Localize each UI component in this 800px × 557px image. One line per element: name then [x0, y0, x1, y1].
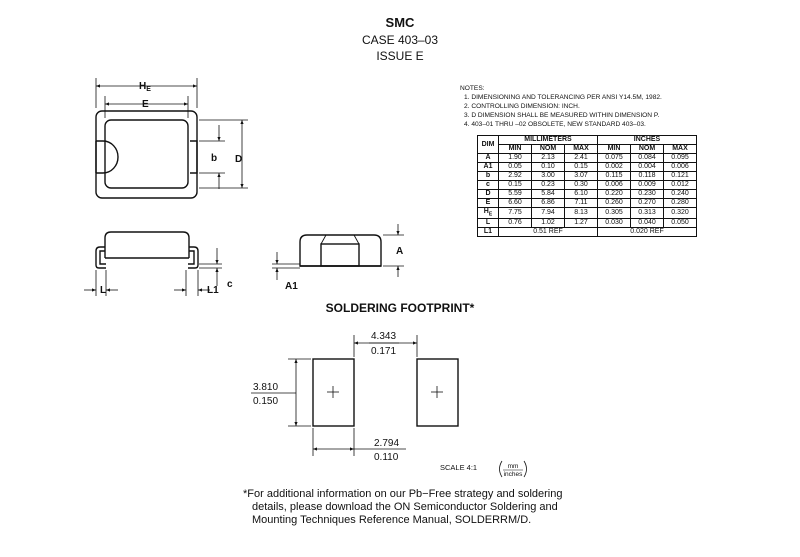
value-cell: 0.76: [499, 219, 532, 228]
value-cell: 0.040: [631, 219, 664, 228]
value-cell: 2.92: [499, 172, 532, 181]
dim-cell: c: [478, 181, 499, 190]
value-cell: 6.60: [499, 199, 532, 208]
fp-width-mm: 4.343: [371, 331, 397, 342]
value-cell: 8.13: [565, 208, 598, 219]
end-view: [300, 235, 381, 266]
value-cell: 0.006: [598, 181, 631, 190]
sub-header: NOM: [532, 145, 565, 154]
fp-height-mm: 3.810: [253, 382, 279, 393]
value-cell: 0.030: [598, 219, 631, 228]
cathode-notch: [96, 141, 118, 173]
inches-header: INCHES: [598, 136, 697, 145]
notes-heading: NOTES:: [460, 85, 485, 92]
footprint-pads: [313, 359, 458, 426]
dim-cell: E: [478, 199, 499, 208]
value-cell: 0.51 REF: [499, 228, 598, 237]
fp-height-in: 0.150: [253, 396, 279, 407]
package-name: SMC: [385, 15, 415, 30]
issue-label: ISSUE E: [376, 49, 424, 63]
note-item: 4. 403–01 THRU –02 OBSOLETE, NEW STANDARD 403–03.: [464, 121, 646, 128]
dim-label-a: A: [396, 246, 404, 257]
end-view-dims: [272, 224, 404, 280]
value-cell: 0.320: [664, 208, 697, 219]
value-cell: 0.230: [631, 190, 664, 199]
value-cell: 0.095: [664, 154, 697, 163]
dim-label-d: D: [235, 154, 243, 165]
value-cell: 2.13: [532, 154, 565, 163]
end-lead: [321, 244, 359, 266]
dim-cell: L1: [478, 228, 499, 237]
value-cell: 0.009: [631, 181, 664, 190]
body-outline: [96, 111, 197, 198]
dim-label-e: E: [142, 99, 149, 110]
value-cell: 0.05: [499, 163, 532, 172]
value-cell: 0.220: [598, 190, 631, 199]
unit-mm: mm: [507, 463, 519, 470]
fp-width-in: 0.171: [371, 346, 397, 357]
value-cell: 0.240: [664, 190, 697, 199]
fp-pad-in: 0.110: [374, 452, 399, 463]
dim-label-b: b: [211, 153, 218, 164]
dim-cell: $H_E$: [478, 208, 499, 219]
dim-cell: D: [478, 190, 499, 199]
dim-label-l1: L1: [207, 285, 219, 296]
value-cell: 0.15: [565, 163, 598, 172]
dim-cell: L: [478, 219, 499, 228]
value-cell: 0.30: [565, 181, 598, 190]
value-cell: 0.118: [631, 172, 664, 181]
value-cell: 7.11: [565, 199, 598, 208]
dim-cell: A1: [478, 163, 499, 172]
footnote-line: *For additional information on our Pb−Free strategy and soldering: [243, 488, 563, 500]
value-cell: 7.75: [499, 208, 532, 219]
footnote-line: details, please download the ON Semiconductor Soldering and: [252, 501, 558, 513]
unit-inches: inches: [503, 471, 523, 478]
value-cell: 0.305: [598, 208, 631, 219]
value-cell: 0.15: [499, 181, 532, 190]
footprint-pad-right: [417, 359, 458, 426]
sub-header: MAX: [565, 145, 598, 154]
value-cell: 0.121: [664, 172, 697, 181]
value-cell: 5.84: [532, 190, 565, 199]
value-cell: 3.07: [565, 172, 598, 181]
side-body: [105, 232, 189, 258]
note-item: 3. D DIMENSION SHALL BE MEASURED WITHIN DIMENSION P.: [464, 112, 660, 119]
side-view: [96, 232, 198, 268]
unit-legend: [500, 461, 527, 478]
dim-label-he: $H_E$: [139, 81, 151, 93]
dim-label-a1: A1: [285, 281, 298, 292]
value-cell: 7.94: [532, 208, 565, 219]
value-cell: 6.10: [565, 190, 598, 199]
sub-header: NOM: [631, 145, 664, 154]
value-cell: 0.084: [631, 154, 664, 163]
value-cell: 0.270: [631, 199, 664, 208]
value-cell: 0.10: [532, 163, 565, 172]
note-item: 2. CONTROLLING DIMENSION: INCH.: [464, 103, 580, 110]
top-view-dims: [96, 78, 248, 189]
footprint-title: SOLDERING FOOTPRINT*: [325, 301, 475, 315]
value-cell: 1.27: [565, 219, 598, 228]
fp-pad-mm: 2.794: [374, 438, 400, 449]
footprint-centerlines: [327, 386, 443, 398]
value-cell: 6.86: [532, 199, 565, 208]
footnote: [243, 488, 563, 527]
footnote-line: Mounting Techniques Reference Manual, SOLDERRM/D.: [252, 514, 532, 526]
dim-header: DIM: [478, 136, 499, 154]
value-cell: 0.280: [664, 199, 697, 208]
value-cell: 0.020 REF: [598, 228, 697, 237]
value-cell: 0.23: [532, 181, 565, 190]
right-lead-tab: [190, 141, 197, 173]
case-number: CASE 403–03: [361, 33, 439, 47]
dim-cell: b: [478, 172, 499, 181]
value-cell: 0.260: [598, 199, 631, 208]
value-cell: 0.004: [631, 163, 664, 172]
sub-header: MAX: [664, 145, 697, 154]
value-cell: 0.075: [598, 154, 631, 163]
value-cell: 1.02: [532, 219, 565, 228]
value-cell: 0.012: [664, 181, 697, 190]
value-cell: 1.90: [499, 154, 532, 163]
value-cell: 0.313: [631, 208, 664, 219]
footprint-pad-left: [313, 359, 354, 426]
value-cell: 3.00: [532, 172, 565, 181]
value-cell: 0.115: [598, 172, 631, 181]
scale-label: SCALE 4:1: [440, 463, 478, 472]
dim-cell: A: [478, 154, 499, 163]
value-cell: 0.006: [664, 163, 697, 172]
end-body: [300, 235, 381, 266]
sub-header: MIN: [598, 145, 631, 154]
value-cell: 0.002: [598, 163, 631, 172]
value-cell: 2.41: [565, 154, 598, 163]
value-cell: 0.050: [664, 219, 697, 228]
dim-label-l: L: [100, 285, 107, 296]
note-item: 1. DIMENSIONING AND TOLERANCING PER ANSI Y14.5M, 1982.: [464, 94, 662, 101]
value-cell: 5.59: [499, 190, 532, 199]
top-view: [96, 111, 197, 198]
dim-label-c: c: [227, 279, 233, 290]
sub-header: MIN: [499, 145, 532, 154]
millimeters-header: MILLIMETERS: [499, 136, 598, 145]
